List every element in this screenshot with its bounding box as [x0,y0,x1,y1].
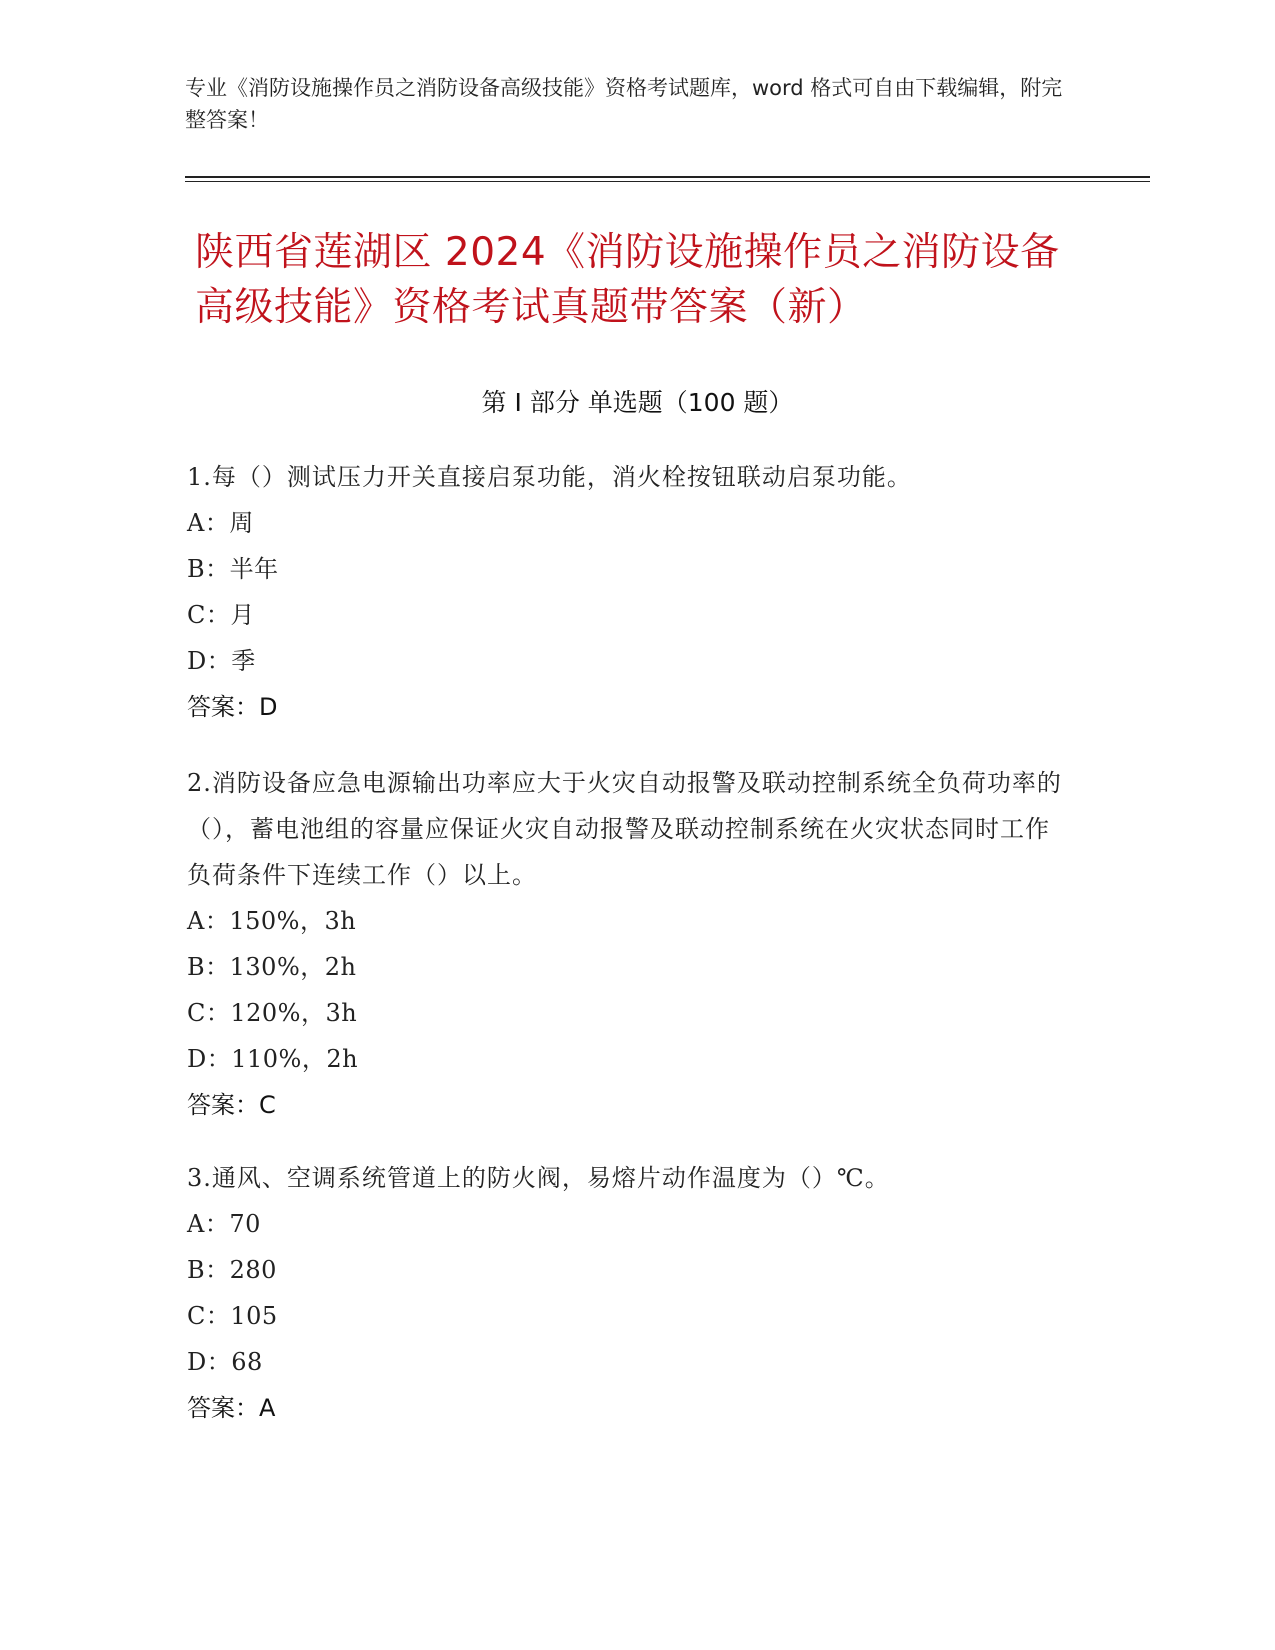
answer: 答案：D [187,693,278,721]
header-rule-thin [185,181,1150,182]
question-1 [187,454,1067,730]
option-b: B：280 [187,1256,277,1284]
document-title: 陕西省莲湖区 2024《消防设施操作员之消防设备高级技能》资格考试真题带答案（新） [195,230,1060,330]
question-stem: 3.通风、空调系统管道上的防火阀，易熔片动作温度为（）℃。 [187,1164,890,1192]
option-d: D：季 [187,647,256,675]
answer: 答案：A [187,1394,276,1422]
question-2 [187,760,1067,1128]
option-c: C：月 [187,601,255,629]
option-a: A：70 [187,1210,261,1238]
option-d: D：110%，2h [187,1045,359,1073]
section-heading: 第 I 部分 单选题（100 题） [481,388,794,417]
header-rule-thick [185,176,1150,178]
question-3 [187,1155,1067,1431]
answer: 答案：C [187,1091,276,1119]
option-b: B：半年 [187,555,279,583]
option-b: B：130%，2h [187,953,357,981]
option-c: C：105 [187,1302,278,1330]
question-stem: 1.每（）测试压力开关直接启泵功能，消火栓按钮联动启泵功能。 [187,463,912,491]
option-d: D：68 [187,1348,263,1376]
option-c: C：120%，3h [187,999,358,1027]
header-note: 专业《消防设施操作员之消防设备高级技能》资格考试题库，word 格式可自由下载编辑，附完整答案！ [185,76,1063,132]
option-a: A：周 [187,509,254,537]
option-a: A：150%，3h [187,907,357,935]
question-stem: 2.消防设备应急电源输出功率应大于火灾自动报警及联动控制系统全负荷功率的（），蓄电池组的容量应保证火灾自动报警及联动控制系统在火灾状态同时工作负荷条件下连续工作（）以上。 [187,769,1062,889]
